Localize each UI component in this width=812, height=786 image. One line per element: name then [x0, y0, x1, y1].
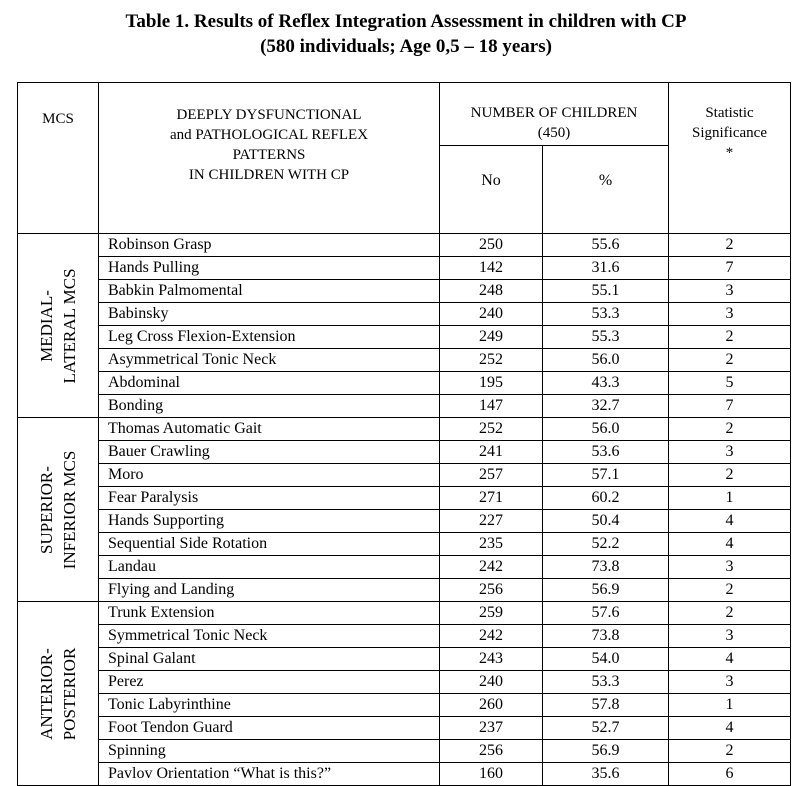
significance-cell: 1 [669, 487, 791, 510]
reflex-name-cell: Spinal Galant [99, 648, 440, 671]
significance-cell: 4 [669, 648, 791, 671]
significance-cell: 6 [669, 763, 791, 786]
no-cell: 240 [440, 303, 543, 326]
significance-cell: 2 [669, 464, 791, 487]
significance-cell: 3 [669, 441, 791, 464]
header-no: No [440, 146, 543, 234]
table-body [18, 234, 791, 786]
reflex-name-cell: Foot Tendon Guard [99, 717, 440, 740]
no-cell: 256 [440, 740, 543, 763]
percent-cell: 56.9 [543, 579, 669, 602]
table-row [18, 257, 791, 280]
reflex-name-cell: Moro [99, 464, 440, 487]
reflex-name-cell: Babkin Palmomental [99, 280, 440, 303]
header-reflex-line1: DEEPLY DYSFUNCTIONAL [176, 107, 362, 123]
reflex-name-cell: Leg Cross Flexion-Extension [99, 326, 440, 349]
reflex-name-cell: Sequential Side Rotation [99, 533, 440, 556]
percent-cell: 55.3 [543, 326, 669, 349]
significance-cell: 2 [669, 740, 791, 763]
table-row [18, 579, 791, 602]
percent-cell: 73.8 [543, 556, 669, 579]
group-label-line2: POSTERIOR [60, 647, 79, 740]
group-label-line1: SUPERIOR- [37, 465, 56, 554]
group-label-line2: INFERIOR MCS [60, 450, 79, 569]
table-row [18, 648, 791, 671]
table-row [18, 441, 791, 464]
header-mcs: MCS [18, 83, 99, 234]
no-cell: 242 [440, 556, 543, 579]
reflex-name-cell: Symmetrical Tonic Neck [99, 625, 440, 648]
table-row [18, 625, 791, 648]
reflex-name-cell: Abdominal [99, 372, 440, 395]
header-percent: % [543, 146, 669, 234]
table-row [18, 533, 791, 556]
header-number-of-children [440, 83, 669, 146]
no-cell: 195 [440, 372, 543, 395]
table-row [18, 326, 791, 349]
reflex-name-cell: Pavlov Orientation “What is this?” [99, 763, 440, 786]
significance-cell: 3 [669, 303, 791, 326]
reflex-name-cell: Perez [99, 671, 440, 694]
no-cell: 259 [440, 602, 543, 625]
reflex-name-cell: Robinson Grasp [99, 234, 440, 257]
reflex-name-cell: Flying and Landing [99, 579, 440, 602]
no-cell: 147 [440, 395, 543, 418]
table-row [18, 418, 791, 441]
no-cell: 248 [440, 280, 543, 303]
percent-cell: 56.9 [543, 740, 669, 763]
percent-cell: 53.3 [543, 303, 669, 326]
significance-cell: 4 [669, 717, 791, 740]
no-cell: 256 [440, 579, 543, 602]
table-row [18, 280, 791, 303]
table-row [18, 602, 791, 625]
table-title [0, 9, 812, 59]
table-row [18, 556, 791, 579]
percent-cell: 56.0 [543, 418, 669, 441]
significance-cell: 2 [669, 234, 791, 257]
group-label [35, 647, 81, 740]
table-row [18, 510, 791, 533]
percent-cell: 43.3 [543, 372, 669, 395]
reflex-name-cell: Babinsky [99, 303, 440, 326]
table-row [18, 464, 791, 487]
significance-cell: 3 [669, 280, 791, 303]
no-cell: 249 [440, 326, 543, 349]
table-row [18, 763, 791, 786]
group-label [35, 268, 81, 383]
table-title-line1: Table 1. Results of Reflex Integration Assessment in children with CP [125, 11, 687, 32]
percent-cell: 32.7 [543, 395, 669, 418]
percent-cell: 55.1 [543, 280, 669, 303]
reflex-name-cell: Asymmetrical Tonic Neck [99, 349, 440, 372]
significance-cell: 4 [669, 510, 791, 533]
no-cell: 252 [440, 349, 543, 372]
group-label-cell [18, 602, 99, 786]
table-header [18, 83, 791, 234]
reflex-name-cell: Fear Paralysis [99, 487, 440, 510]
table-title-line2: (580 individuals; Age 0,5 – 18 years) [260, 36, 552, 57]
percent-cell: 31.6 [543, 257, 669, 280]
table-row [18, 349, 791, 372]
no-cell: 243 [440, 648, 543, 671]
no-cell: 260 [440, 694, 543, 717]
significance-cell: 7 [669, 257, 791, 280]
header-sig-line2: Significance [692, 125, 767, 141]
significance-cell: 2 [669, 349, 791, 372]
percent-cell: 53.6 [543, 441, 669, 464]
reflex-name-cell: Hands Supporting [99, 510, 440, 533]
percent-cell: 52.7 [543, 717, 669, 740]
header-statistic-significance [669, 83, 791, 234]
reflex-name-cell: Tonic Labyrinthine [99, 694, 440, 717]
table-row [18, 372, 791, 395]
group-label-line1: MEDIAL- [37, 289, 56, 362]
header-number-line2: (450) [537, 125, 571, 141]
percent-cell: 57.1 [543, 464, 669, 487]
no-cell: 242 [440, 625, 543, 648]
percent-cell: 50.4 [543, 510, 669, 533]
group-label-cell [18, 418, 99, 602]
significance-cell: 3 [669, 556, 791, 579]
reflex-name-cell: Bauer Crawling [99, 441, 440, 464]
percent-cell: 57.8 [543, 694, 669, 717]
no-cell: 235 [440, 533, 543, 556]
table-row [18, 234, 791, 257]
table-row [18, 717, 791, 740]
percent-cell: 57.6 [543, 602, 669, 625]
table-row [18, 395, 791, 418]
no-cell: 142 [440, 257, 543, 280]
no-cell: 227 [440, 510, 543, 533]
percent-cell: 54.0 [543, 648, 669, 671]
significance-cell: 3 [669, 671, 791, 694]
percent-cell: 73.8 [543, 625, 669, 648]
no-cell: 237 [440, 717, 543, 740]
no-cell: 252 [440, 418, 543, 441]
reflex-name-cell: Hands Pulling [99, 257, 440, 280]
reflex-name-cell: Spinning [99, 740, 440, 763]
reflex-name-cell: Thomas Automatic Gait [99, 418, 440, 441]
table-row [18, 487, 791, 510]
significance-cell: 2 [669, 579, 791, 602]
group-label-line2: LATERAL MCS [60, 267, 79, 384]
significance-cell: 2 [669, 326, 791, 349]
no-cell: 160 [440, 763, 543, 786]
percent-cell: 52.2 [543, 533, 669, 556]
significance-cell: 3 [669, 625, 791, 648]
header-sig-line1: Statistic [705, 105, 754, 121]
percent-cell: 55.6 [543, 234, 669, 257]
reflex-name-cell: Trunk Extension [99, 602, 440, 625]
header-reflex-patterns [99, 83, 440, 234]
group-label-cell [18, 234, 99, 418]
no-cell: 257 [440, 464, 543, 487]
percent-cell: 56.0 [543, 349, 669, 372]
table-row [18, 671, 791, 694]
no-cell: 271 [440, 487, 543, 510]
header-reflex-line3: PATTERNS [232, 147, 306, 163]
percent-cell: 53.3 [543, 671, 669, 694]
group-label [35, 450, 81, 569]
significance-cell: 2 [669, 418, 791, 441]
reflex-name-cell: Bonding [99, 395, 440, 418]
table-row [18, 740, 791, 763]
significance-cell: 4 [669, 533, 791, 556]
reflex-table [17, 82, 791, 786]
percent-cell: 60.2 [543, 487, 669, 510]
significance-cell: 2 [669, 602, 791, 625]
header-sig-line3: * [725, 145, 734, 161]
significance-cell: 5 [669, 372, 791, 395]
table-row [18, 694, 791, 717]
group-label-line1: ANTERIOR- [37, 647, 56, 740]
header-number-line1: NUMBER OF CHILDREN [470, 105, 638, 121]
reflex-name-cell: Landau [99, 556, 440, 579]
no-cell: 241 [440, 441, 543, 464]
no-cell: 240 [440, 671, 543, 694]
significance-cell: 1 [669, 694, 791, 717]
significance-cell: 7 [669, 395, 791, 418]
percent-cell: 35.6 [543, 763, 669, 786]
header-reflex-line4: IN CHILDREN WITH CP [188, 167, 350, 183]
header-reflex-line2: and PATHOLOGICAL REFLEX [169, 127, 369, 143]
no-cell: 250 [440, 234, 543, 257]
table-row [18, 303, 791, 326]
